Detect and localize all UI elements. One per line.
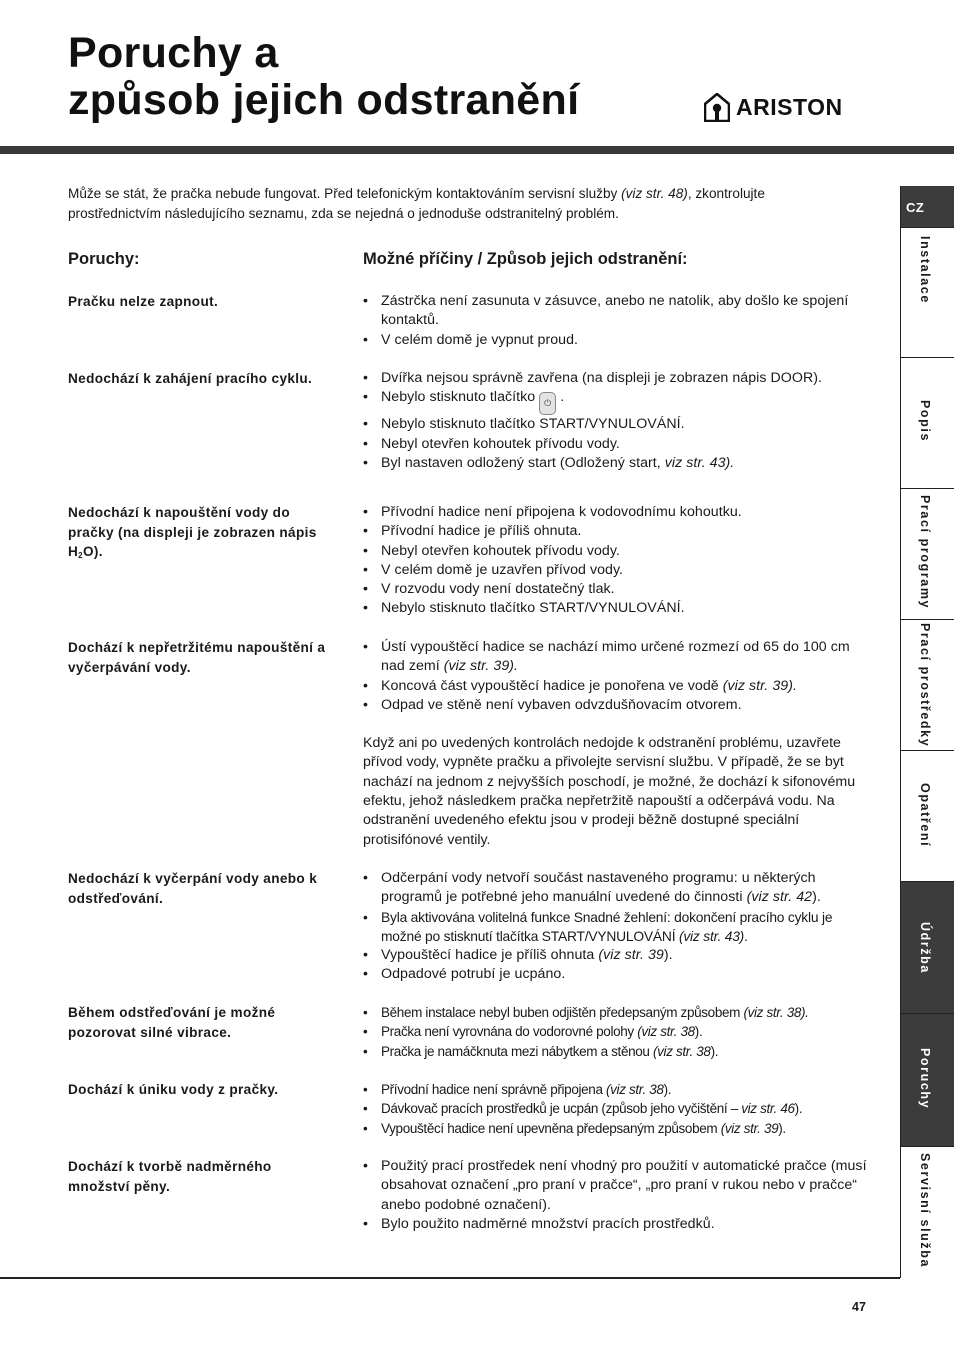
cause-item: • Nebylo stisknuto tlačítko START/VYNULOVÁNÍ.: [363, 415, 868, 434]
fault-title: Nedochází k vyčerpání vody anebo k odstřeďování.: [68, 871, 318, 906]
cause-item: • Dávkovač pracích prostředků je ucpán (způsob jeho vyčištění – viz str. 46).: [363, 1099, 868, 1118]
cause-item: • V celém domě je uzavřen přívod vody.: [363, 561, 868, 580]
tab-praci-prostredky[interactable]: Prací prostředky: [901, 620, 954, 751]
cause-item: • Zástrčka není zasunuta v zásuvce, anebo ne natolik, aby došlo ke spojení kontaktů.: [363, 292, 868, 331]
cause-item: • Přívodní hadice je příliš ohnuta.: [363, 522, 868, 541]
power-button-icon: ⏻: [539, 392, 556, 415]
cause-list: [363, 503, 868, 619]
cause-item: • V celém domě je vypnut proud.: [363, 331, 868, 350]
fault-title: Během odstřeďování je možné pozorovat silné vibrace.: [68, 1005, 276, 1040]
cause-item: • Bylo použito nadměrné množství pracích prostředků.: [363, 1215, 868, 1234]
cause-list: [363, 292, 868, 350]
cause-item: • Koncová část vypouštěcí hadice je ponořena ve vodě (viz str. 39).: [363, 677, 868, 696]
cause-item: • Nebyl otevřen kohoutek přívodu vody.: [363, 435, 868, 454]
cause-item: • Pračka není vyrovnána do vodorovné polohy (viz str. 38).: [363, 1022, 868, 1041]
fault-title: Pračku nelze zapnout.: [68, 294, 219, 309]
fault-title: Nedochází k napouštění vody do pračky (na displeji je zobrazen nápis $H_2O$).: [68, 505, 317, 560]
cause-item: • Vypouštěcí hadice není upevněna předepsaným způsobem (viz str. 39).: [363, 1119, 868, 1138]
cause-list: [363, 869, 868, 985]
tab-servisni-sluzba[interactable]: Servisní služba: [918, 1153, 932, 1269]
cause-item: • Odčerpání vody netvoří součást nastaveného programu: u některých programů je potřebné jeho manuální uvedené do činnosti (viz str. 42).: [363, 869, 868, 908]
cause-item: • Byl nastaven odložený start (Odložený start, viz str. 43).: [363, 454, 868, 473]
title-line-2: způsob jejich odstranění: [68, 76, 580, 124]
cause-list: [363, 1080, 868, 1138]
cause-item: • Pračka je namáčknuta mezi nábytkem a stěnou (viz str. 38).: [363, 1042, 868, 1061]
cause-item: • Odpadové potrubí je ucpáno.: [363, 965, 868, 984]
cause-item: • Přívodní hadice není připojena k vodovodnímu kohoutku.: [363, 503, 868, 522]
page-number: 47: [852, 1300, 866, 1314]
causes-heading: Možné příčiny / Způsob jejich odstranění:: [363, 250, 688, 268]
cause-list: [363, 1157, 868, 1234]
tab-udrzba[interactable]: Údržba: [901, 882, 954, 1014]
cause-list: [363, 1003, 868, 1061]
cause-item: • Přívodní hadice není správně připojena (viz str. 38).: [363, 1080, 868, 1099]
tab-language-cz[interactable]: CZ: [901, 186, 954, 228]
cause-item: • Odpad ve stěně není vybaven odvzdušňovacím otvorem.: [363, 696, 868, 715]
cause-item: • Nebylo stisknuto tlačítko START/VYNULOVÁNÍ.: [363, 599, 868, 618]
brand-name: ARISTON: [736, 94, 843, 120]
tab-opatreni[interactable]: Opatření: [901, 751, 954, 882]
section-sidebar: [900, 186, 954, 1278]
cause-item: • Dvířka nejsou správně zavřena (na displeji je zobrazen nápis DOOR).: [363, 369, 868, 388]
title-line-1: Poruchy a: [68, 29, 279, 77]
fault-title: Dochází k nepřetržitému napouštění a vyčerpávání vody.: [68, 640, 326, 675]
cause-list: [363, 369, 868, 473]
fault-title: Nedochází k zahájení pracího cyklu.: [68, 371, 313, 386]
cause-item: • Vypouštěcí hadice je příliš ohnuta (viz str. 39).: [363, 946, 868, 965]
siphon-note: Když ani po uvedených kontrolách nedojde k odstranění problému, uzavřete přívod vody, vypněte pračku a přivolejte servisní službu. V případě, že se byt nachází na jednom z nejvyšších poschodí, je možné, že dochází k sifonovému efektu, jehož následkem pračka nepřetržitě napouští a odčerpává vodu. Na odstranění uvedeného efektu jsou v prodeji běžně dostupné speciální protisifónové ventily.: [363, 735, 856, 848]
cause-item: • Byla aktivována volitelná funkce Snadné žehlení: dokončení pracího cyklu je možné po stisknutí tlačítka START/VYNULOVÁNÍ (viz str. 43).: [363, 908, 868, 947]
fault-title: Dochází k tvorbě nadměrného množství pěny.: [68, 1159, 272, 1194]
header-divider: [0, 146, 954, 154]
tab-poruchy[interactable]: Poruchy: [901, 1014, 954, 1147]
brand-logo: [704, 93, 843, 122]
cause-item: • Během instalace nebyl buben odjištěn předepsaným způsobem (viz str. 38).: [363, 1003, 868, 1022]
cause-item: • V rozvodu vody není dostatečný tlak.: [363, 580, 868, 599]
cause-item: • Nebyl otevřen kohoutek přívodu vody.: [363, 542, 868, 561]
fault-title: Dochází k úniku vody z pračky.: [68, 1082, 279, 1097]
cause-item: • Nebylo stisknuto tlačítko ⏻ .: [363, 388, 868, 415]
footer-divider: [0, 1277, 900, 1279]
cause-list: [363, 638, 868, 850]
cause-item: • Ústí vypouštěcí hadice se nachází mimo určené rozmezí od 65 do 100 cm nad zemí (viz str. 39).: [363, 638, 868, 677]
tab-popis[interactable]: Popis: [901, 358, 954, 489]
page-title: [68, 30, 579, 124]
tab-praci-programy[interactable]: Prací programy: [901, 489, 954, 620]
cause-item: • Použitý prací prostředek není vhodný pro použití v automatické pračce (musí obsahovat označení „pro praní v pračce“, „pro praní v rukou nebo v pračce“ anebo podobné označení).: [363, 1157, 868, 1215]
intro-text: Může se stát, že pračka nebude fungovat. Před telefonickým kontaktováním servisní služby (viz str. 48), zkontrolujte prostřednictvím následujícího seznamu, zda se nejedná o jednoduše odstranitelný problém.: [68, 186, 765, 221]
house-logo-icon: [704, 93, 730, 122]
faults-heading: Poruchy:: [68, 250, 140, 268]
tab-instalace[interactable]: Instalace: [901, 228, 954, 358]
